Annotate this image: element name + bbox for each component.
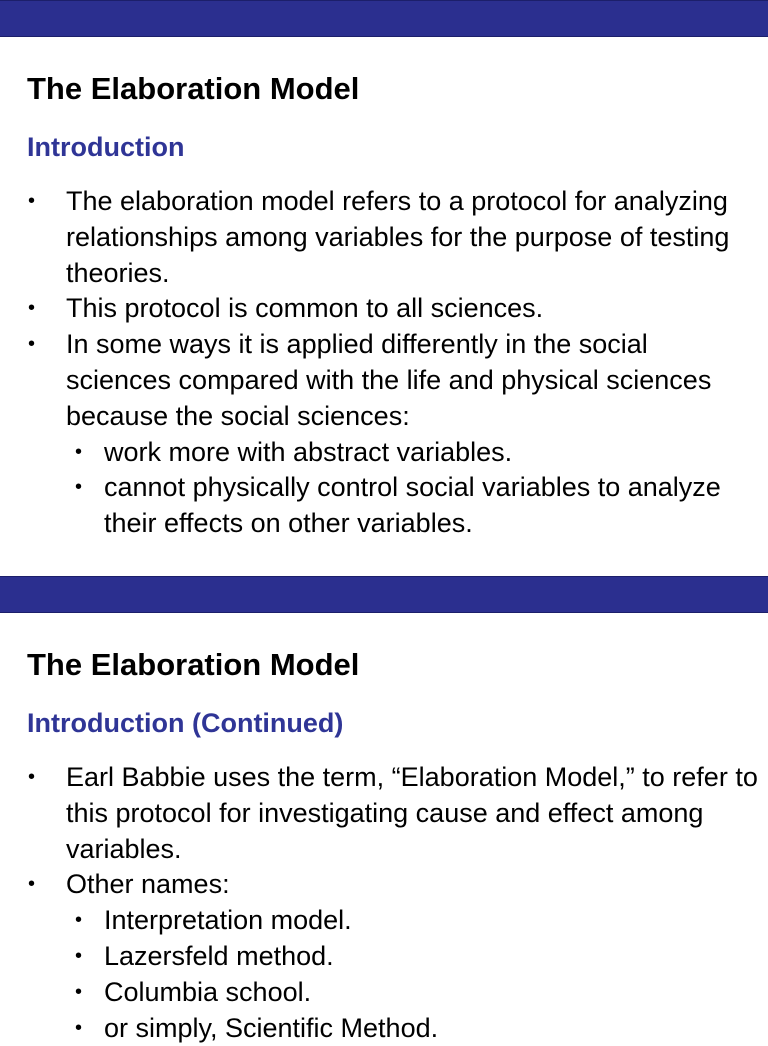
slide-subtitle: Introduction [27,132,185,162]
bullet-text: In some ways it is applied differently in the social sciences compared with the life and physical sciences because the social sciences: [66,329,712,431]
bullet-icon: • [75,440,83,463]
sub-bullet-item [0,435,760,471]
bullet-list [0,184,760,542]
bullet-icon: • [28,873,36,896]
bullet-icon: • [28,190,36,212]
header-bar [0,0,768,37]
bullet-text: Earl Babbie uses the term, “Elaboration Model,” to refer to this protocol for investigating cause and effect among variables. [66,762,758,864]
bullet-text: Columbia school. [104,976,312,1007]
slide-title: The Elaboration Model [27,71,360,106]
bullet-item [0,184,760,291]
bullet-text: This protocol is common to all sciences. [66,293,544,324]
header-bar [0,576,768,613]
bullet-icon: • [75,476,83,499]
bullet-icon: • [75,1016,83,1039]
bullet-text: Other names: [66,869,230,900]
sub-bullet-item [0,903,760,939]
bullet-list [0,760,760,1046]
bullet-text: Interpretation model. [104,905,352,936]
slide-2 [0,576,768,1043]
sub-bullet-item [0,470,760,542]
bullet-item [0,760,760,867]
bullet-text: or simply, Scientific Method. [104,1012,439,1043]
sub-bullet-item [0,975,760,1011]
sub-bullet-item [0,939,760,975]
bullet-icon: • [75,944,83,967]
bullet-icon: • [28,333,36,356]
bullet-item [0,327,760,434]
bullet-text: Lazersfeld method. [104,940,334,971]
bullet-icon: • [75,909,83,932]
bullet-icon: • [28,297,36,320]
bullet-text: work more with abstract variables. [104,436,513,467]
slide-subtitle: Introduction (Continued) [27,708,344,738]
bullet-icon: • [75,980,83,1003]
bullet-text: The elaboration model refers to a protocol for analyzing relationships among variables for the purpose of testing theories. [66,186,730,288]
bullet-text: cannot physically control social variables to analyze their effects on other variables. [104,472,721,539]
sub-bullet-item [0,1011,760,1046]
bullet-item [0,867,760,903]
bullet-item [0,291,760,327]
slide-title: The Elaboration Model [27,647,360,682]
bullet-icon: • [28,766,36,788]
